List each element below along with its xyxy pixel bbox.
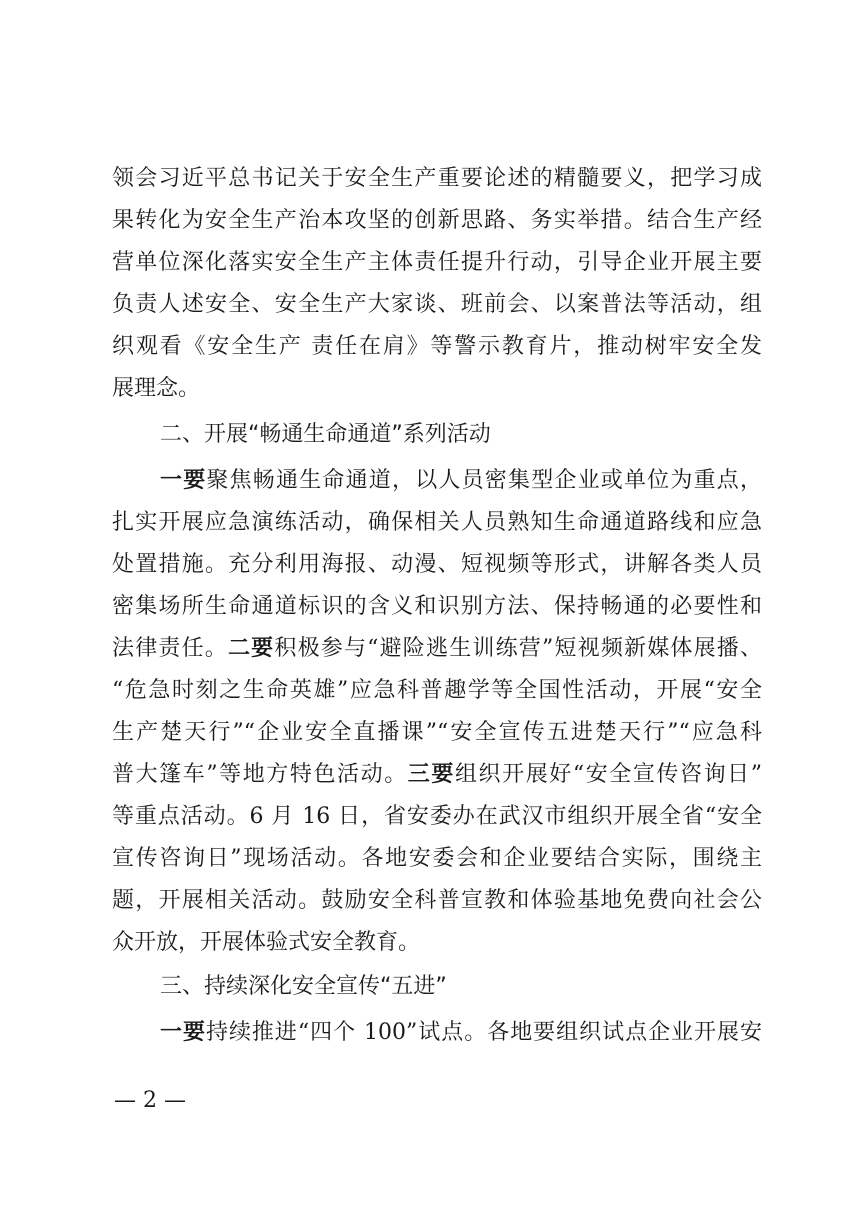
body-paragraph-line: 宣传咨询日”现场活动。各地安委会和企业要结合实际，围绕主 — [112, 846, 762, 871]
emphasis-label: 一要 — [160, 468, 207, 493]
body-paragraph-line — [112, 754, 762, 796]
body-paragraph-line — [160, 460, 762, 502]
body-paragraph-line: 织观看《安全生产 责任在肩》等警示教育片，推动树牢安全发 — [112, 334, 762, 359]
body-paragraph-line: 生产楚天行”“企业安全直播课”“安全宣传五进楚天行”“应急科 — [112, 720, 762, 745]
body-text: 积极参与“避险逃生训练营”短视频新媒体展播、 — [274, 636, 762, 661]
body-paragraph-line: 密集场所生命通道标识的含义和识别方法、保持畅通的必要性和 — [112, 594, 762, 619]
body-paragraph-line: “危急时刻之生命英雄”应急科普趣学等全国性活动，开展“安全 — [112, 678, 762, 703]
body-text: 法律责任。 — [112, 636, 228, 661]
body-paragraph-line — [160, 1012, 762, 1054]
body-text: 普大篷车”等地方特色活动。 — [112, 762, 408, 787]
body-paragraph-line: 题，开展相关活动。鼓励安全科普宣教和体验基地免费向社会公 — [112, 888, 762, 913]
body-paragraph-line: 营单位深化落实安全生产主体责任提升行动，引导企业开展主要 — [112, 250, 762, 275]
body-paragraph-line: 展理念。 — [112, 376, 201, 401]
emphasis-label: 一要 — [160, 1020, 206, 1045]
section-heading-2: 二、开展“畅通生命通道”系列活动 — [160, 422, 491, 447]
emphasis-label: 三要 — [407, 762, 455, 787]
body-paragraph-line: 处置措施。充分利用海报、动漫、短视频等形式，讲解各类人员 — [112, 552, 762, 577]
body-text: 组织开展好“安全宣传咨询日” — [454, 762, 762, 787]
section-heading-3: 三、持续深化安全宣传“五进” — [160, 974, 447, 999]
body-text: 聚焦畅通生命通道，以人员密集型企业或单位为重点， — [206, 468, 762, 493]
emphasis-label: 二要 — [227, 636, 275, 661]
page-number: — 2 — — [114, 1088, 186, 1113]
body-paragraph-line: 负责人述安全、安全生产大家谈、班前会、以案普法等活动，组 — [112, 292, 762, 317]
body-paragraph-line: 领会习近平总书记关于安全生产重要论述的精髓要义，把学习成 — [112, 166, 762, 191]
body-paragraph-line: 等重点活动。6 月 16 日，省安委办在武汉市组织开展全省“安全 — [112, 804, 762, 829]
body-text: 持续推进“四个 100”试点。各地要组织试点企业开展安 — [205, 1020, 762, 1045]
body-paragraph-line: 果转化为安全生产治本攻坚的创新思路、务实举措。结合生产经 — [112, 208, 762, 233]
body-paragraph-line: 扎实开展应急演练活动，确保相关人员熟知生命通道路线和应急 — [112, 510, 762, 535]
body-paragraph-line — [112, 628, 762, 670]
body-paragraph-line: 众开放，开展体验式安全教育。 — [112, 930, 421, 955]
